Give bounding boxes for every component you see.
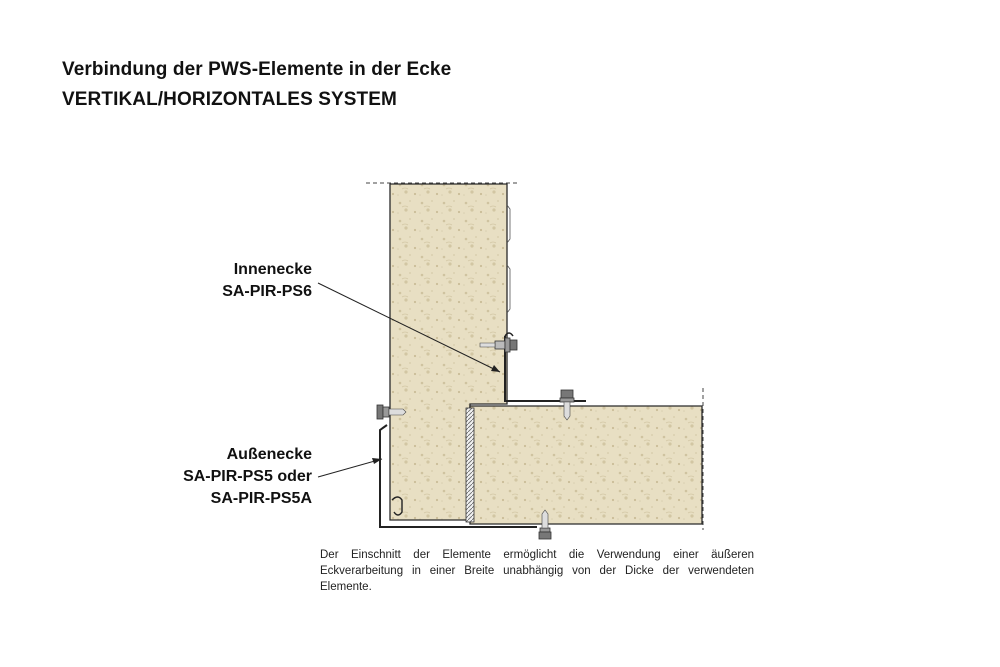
leader-outer-corner <box>318 459 382 477</box>
note-line-3: der verwendeten Elemente. <box>320 565 754 593</box>
description-note <box>320 547 754 595</box>
note-line-2: äußeren Eckverarbeitung in einer Breite unabhängig von der Dicke <box>320 549 754 577</box>
title-line-1: Verbindung der PWS-Elemente in der Ecke <box>62 59 452 80</box>
note-line-1: Der Einschnitt der Elemente ermöglicht die Verwendung einer <box>320 549 699 561</box>
outer-corner-name: Außenecke <box>226 446 312 463</box>
inner-corner-name: Innenecke <box>233 261 312 278</box>
cut-insert <box>466 408 474 522</box>
inner-corner-code: SA-PIR-PS6 <box>222 283 312 300</box>
title-line-2: VERTIKAL/HORIZONTALES SYSTEM <box>62 89 397 110</box>
outer-corner-code-2: SA-PIR-PS5A <box>210 490 312 507</box>
horizontal-panel <box>470 406 702 524</box>
outer-corner-code-1: SA-PIR-PS5 oder <box>183 468 312 485</box>
